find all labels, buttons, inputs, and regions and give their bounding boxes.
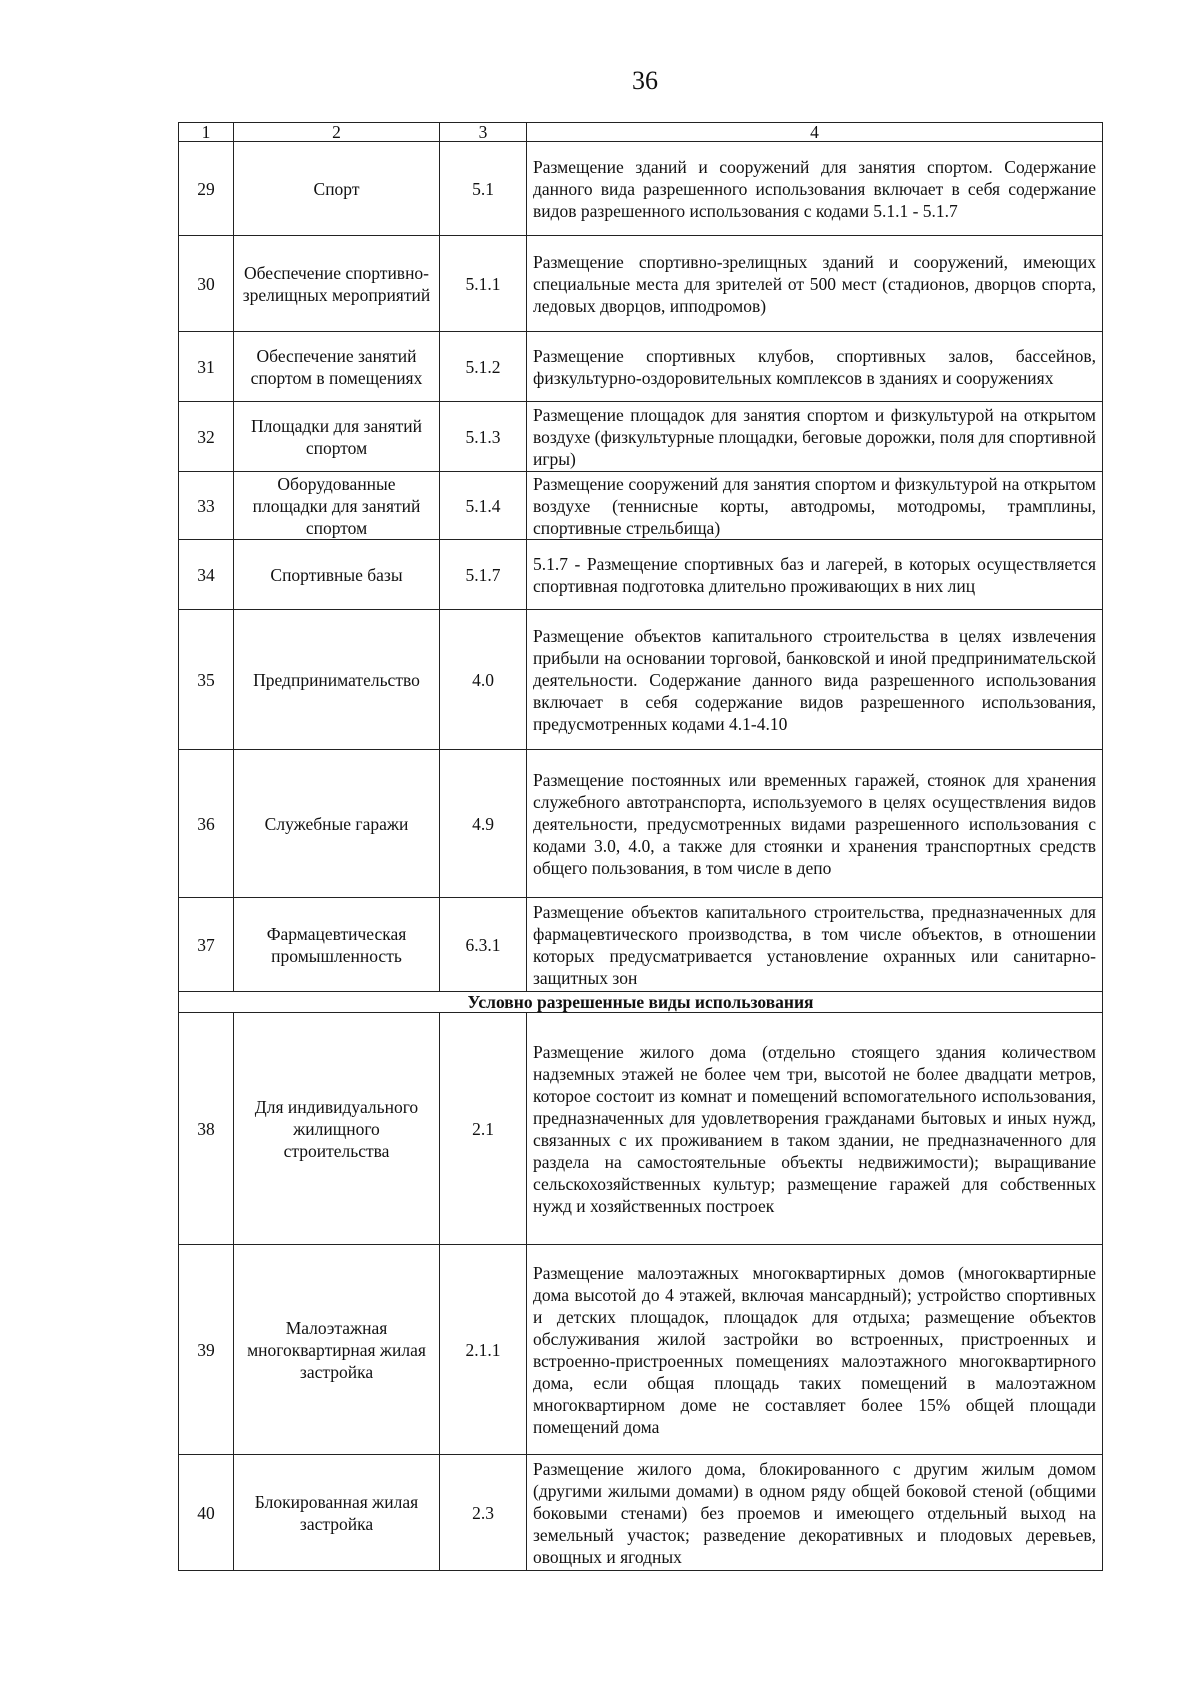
table-row: [179, 610, 1103, 750]
row-name: Оборудованные площадки для занятий спортом: [234, 472, 440, 540]
row-name: Обеспечение спортивно-зрелищных мероприятий: [234, 236, 440, 332]
row-code: 4.9: [440, 750, 527, 898]
row-number: 35: [179, 610, 234, 750]
header-col-2: 2: [234, 123, 440, 142]
row-code: 5.1: [440, 142, 527, 236]
section-title: Условно разрешенные виды использования: [179, 992, 1103, 1013]
table-row: [179, 750, 1103, 898]
row-number: 31: [179, 332, 234, 402]
row-name: Предпринимательство: [234, 610, 440, 750]
row-description: Размещение жилого дома (отдельно стоящего здания количеством надземных этажей не более чем три, высотой не более двадцати метров, которое состоит из комнат и помещений вспомогательного использования, предназначенных для удовлетворения гражданами бытовых и иных нужд, связанных с их проживанием в таком здании, не предназначенного для раздела на самостоятельные объекты недвижимости); выращивание сельскохозяйственных культур; размещение гаражей для собственных нужд и хозяйственных построек: [527, 1013, 1103, 1245]
row-code: 2.1: [440, 1013, 527, 1245]
row-description: Размещение объектов капитального строительства в целях извлечения прибыли на основании торговой, банковской и иной предпринимательской деятельности. Содержание данного вида разрешенного использования включает в себя содержание видов разрешенного использования, предусмотренных кодами 4.1-4.10: [527, 610, 1103, 750]
row-number: 33: [179, 472, 234, 540]
land-use-table: [178, 122, 1103, 1571]
table-row: [179, 1245, 1103, 1455]
row-code: 5.1.2: [440, 332, 527, 402]
row-code: 5.1.7: [440, 540, 527, 610]
table-row: [179, 1013, 1103, 1245]
page-number: 36: [632, 66, 658, 95]
row-name: Блокированная жилая застройка: [234, 1455, 440, 1571]
row-name: Спорт: [234, 142, 440, 236]
table-row: [179, 898, 1103, 992]
row-description: Размещение спортивно-зрелищных зданий и сооружений, имеющих специальные места для зрителей от 500 мест (стадионов, дворцов спорта, ледовых дворцов, ипподромов): [527, 236, 1103, 332]
row-code: 2.3: [440, 1455, 527, 1571]
row-description: Размещение сооружений для занятия спортом и физкультурой на открытом воздухе (теннисные корты, автодромы, мотодромы, трамплины, спортивные стрельбища): [527, 472, 1103, 540]
row-description: Размещение спортивных клубов, спортивных залов, бассейнов, физкультурно-оздоровительных комплексов в зданиях и сооружениях: [527, 332, 1103, 402]
section-row: [179, 992, 1103, 1013]
row-name: Фармацевтическая промышленность: [234, 898, 440, 992]
row-number: 38: [179, 1013, 234, 1245]
row-code: 2.1.1: [440, 1245, 527, 1455]
row-name: Малоэтажная многоквартирная жилая застройка: [234, 1245, 440, 1455]
row-description: Размещение малоэтажных многоквартирных домов (многоквартирные дома высотой до 4 этажей, включая мансардный); устройство спортивных и детских площадок, площадок для отдыха; размещение объектов обслуживания жилой застройки во встроенных, пристроенных и встроенно-пристроенных помещениях малоэтажного многоквартирного дома, если общая площадь таких помещений в малоэтажном многоквартирном доме не составляет более 15% общей площади помещений дома: [527, 1245, 1103, 1455]
row-name: Обеспечение занятий спортом в помещениях: [234, 332, 440, 402]
row-name: Для индивидуального жилищного строительства: [234, 1013, 440, 1245]
row-number: 37: [179, 898, 234, 992]
row-code: 5.1.1: [440, 236, 527, 332]
row-number: 29: [179, 142, 234, 236]
row-number: 34: [179, 540, 234, 610]
row-code: 5.1.4: [440, 472, 527, 540]
row-description: Размещение постоянных или временных гаражей, стоянок для хранения служебного автотранспорта, используемого в целях осуществления видов деятельности, предусмотренных видами разрешенного использования с кодами 3.0, 4.0, а также для стоянки и хранения транспортных средств общего пользования, в том числе в депо: [527, 750, 1103, 898]
row-name: Служебные гаражи: [234, 750, 440, 898]
table-row: [179, 402, 1103, 472]
row-number: 40: [179, 1455, 234, 1571]
row-code: 5.1.3: [440, 402, 527, 472]
table-row: [179, 1455, 1103, 1571]
table-row: [179, 142, 1103, 236]
row-description: Размещение зданий и сооружений для занятия спортом. Содержание данного вида разрешенного использования включает в себя содержание видов разрешенного использования с кодами 5.1.1 - 5.1.7: [527, 142, 1103, 236]
row-number: 36: [179, 750, 234, 898]
row-description: Размещение площадок для занятия спортом и физкультурой на открытом воздухе (физкультурные площадки, беговые дорожки, поля для спортивной игры): [527, 402, 1103, 472]
table-row: [179, 540, 1103, 610]
row-code: 4.0: [440, 610, 527, 750]
table-header-row: [179, 123, 1103, 142]
row-code: 6.3.1: [440, 898, 527, 992]
table-row: [179, 332, 1103, 402]
header-col-3: 3: [440, 123, 527, 142]
row-number: 30: [179, 236, 234, 332]
row-description: 5.1.7 - Размещение спортивных баз и лагерей, в которых осуществляется спортивная подготовка длительно проживающих в них лиц: [527, 540, 1103, 610]
row-name: Спортивные базы: [234, 540, 440, 610]
row-number: 32: [179, 402, 234, 472]
row-description: Размещение жилого дома, блокированного с другим жилым домом (другими жилыми домами) в одном ряду общей боковой стеной (общими боковыми стенами) без проемов и имеющего отдельный выход на земельный участок; разведение декоративных и плодовых деревьев, овощных и ягодных: [527, 1455, 1103, 1571]
table-row: [179, 472, 1103, 540]
row-name: Площадки для занятий спортом: [234, 402, 440, 472]
row-description: Размещение объектов капитального строительства, предназначенных для фармацевтического производства, в том числе объектов, в отношении которых предусматривается установление охранных или санитарно-защитных зон: [527, 898, 1103, 992]
row-number: 39: [179, 1245, 234, 1455]
header-col-4: 4: [527, 123, 1103, 142]
header-col-1: 1: [179, 123, 234, 142]
table-row: [179, 236, 1103, 332]
